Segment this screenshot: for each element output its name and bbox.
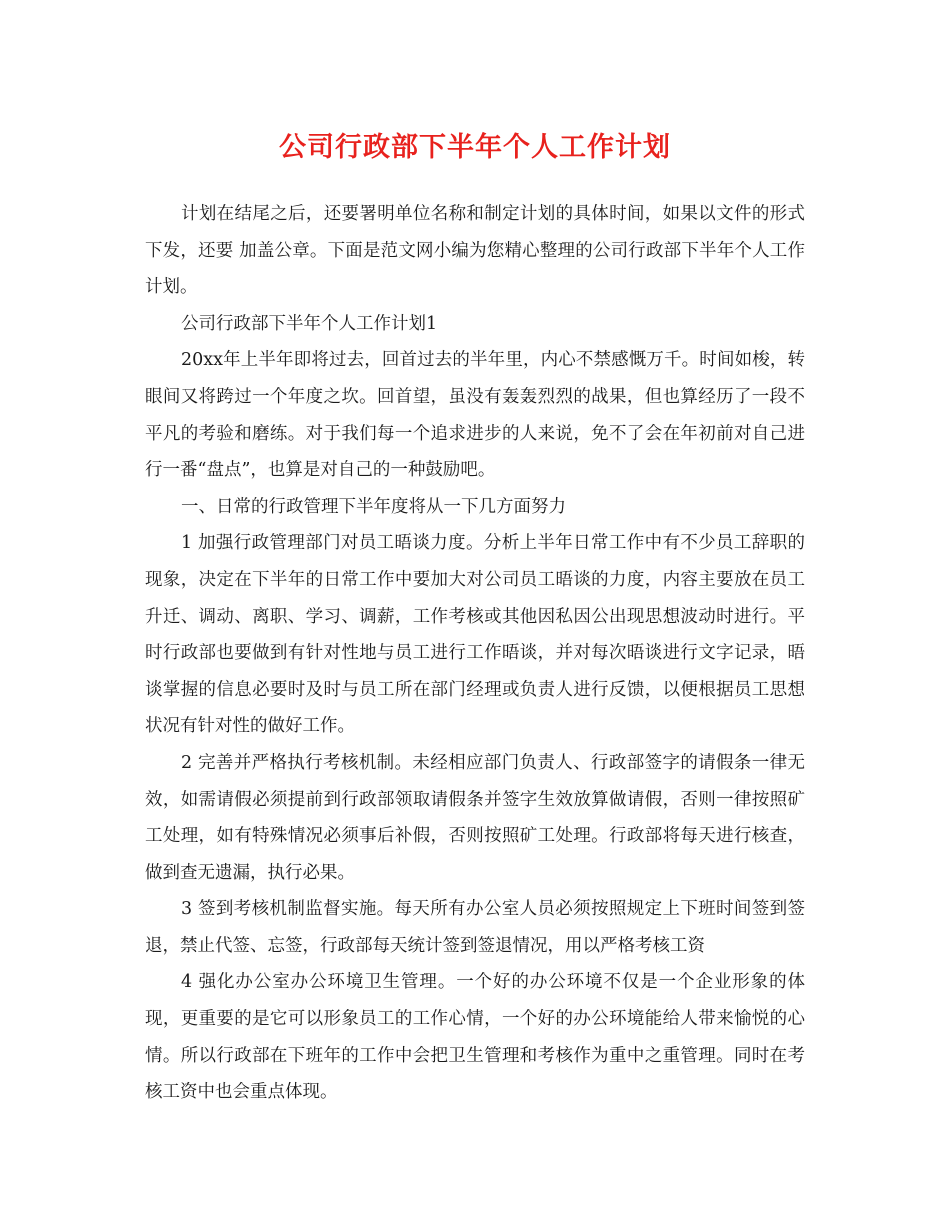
document-title: 公司行政部下半年个人工作计划 [279, 132, 671, 163]
document-page [145, 128, 805, 1111]
section-heading-plan-1: 公司行政部下半年个人工作计划1 [181, 313, 438, 334]
item-4-paragraph: 4 强化办公室办公环境卫生管理。一个好的办公环境不仅是一个企业形象的体现，更重要的是它可以形象员工的工作心情，一个好的办公环境能给人带来愉悦的心情。所以行政部在下班年的工作中会把卫生管理和考核作为重中之重管理。同时在考核工资中也会重点体现。 [145, 972, 805, 1103]
intro-paragraph: 计划在结尾之后，还要署明单位名称和制定计划的具体时间，如果以文件的形式下发，还要 加盖公章。下面是范文网小编为您精心整理的公司行政部下半年个人工作计划。 [145, 204, 805, 298]
section-heading-daily-admin: 一、日常的行政管理下半年度将从一下几方面努力 [181, 496, 566, 517]
item-2-paragraph: 2 完善并严格执行考核机制。未经相应部门负责人、行政部签字的请假条一律无效，如需请假必须提前到行政部领取请假条并签字生效放算做请假，否则一律按照矿工处理，如有特殊情况必须事后补假，否则按照矿工处理。行政部将每天进行核查，做到查无遗漏，执行必果。 [145, 752, 805, 883]
item-3-paragraph: 3 签到考核机制监督实施。每天所有办公室人员必须按照规定上下班时间签到签退，禁止代签、忘签，行政部每天统计签到签退情况，用以严格考核工资 [145, 899, 805, 956]
review-paragraph: 20xx年上半年即将过去，回首过去的半年里，内心不禁感慨万千。时间如梭，转眼间又将跨过一个年度之坎。回首望，虽没有轰轰烈烈的战果，但也算经历了一段不平凡的考验和磨练。对于我们每一个追求进步的人来说，免不了会在年初前对自己进行一番“盘点”，也算是对自己的一种鼓励吧。 [145, 350, 805, 481]
item-1-paragraph: 1 加强行政管理部门对员工晤谈力度。分析上半年日常工作中有不少员工辞职的现象，决定在下半年的日常工作中要加大对公司员工晤谈的力度，内容主要放在员工升迁、调动、离职、学习、调薪，工作考核或其他因私因公出现思想波动时进行。平时行政部也要做到有针对性地与员工进行工作晤谈，并对每次晤谈进行文字记录，晤谈掌握的信息必要时及时与员工所在部门经理或负责人进行反馈，以便根据员工思想状况有针对性的做好工作。 [145, 533, 805, 737]
